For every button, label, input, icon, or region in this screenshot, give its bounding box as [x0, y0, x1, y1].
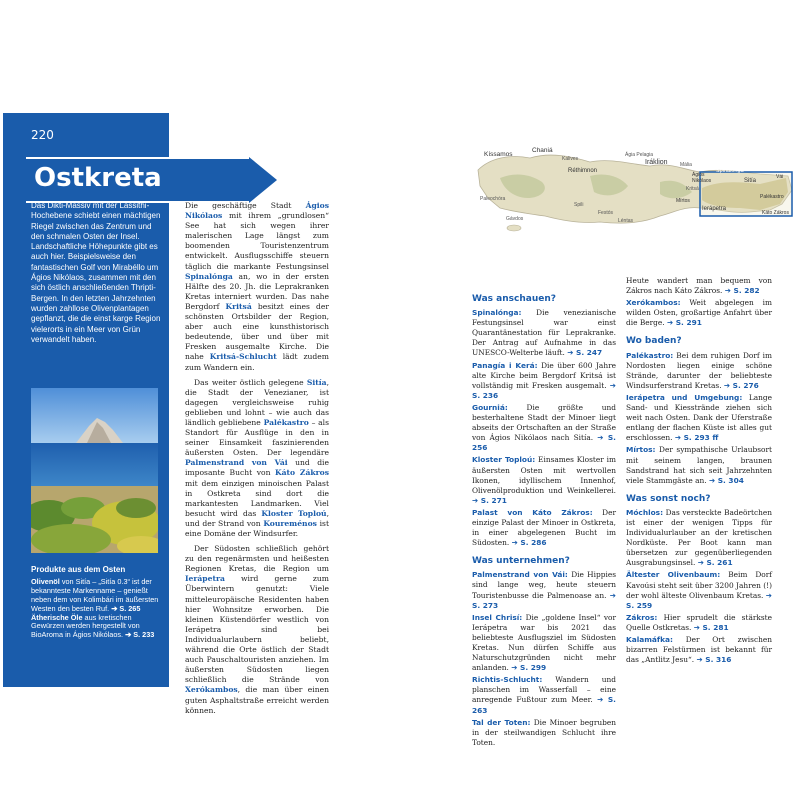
page-ref: ➔ S. 316 — [696, 655, 732, 665]
map-label: Spili — [574, 202, 584, 208]
item-text: Die Minoer begruben in der steilwandigen Schlucht ihre Toten. — [472, 717, 616, 747]
map-label: Vái — [776, 174, 784, 180]
page-ref: ➔ S. 261 — [697, 558, 733, 568]
list-item — [626, 570, 772, 610]
island-photo — [31, 388, 158, 553]
section-heading: Wo baden? — [626, 336, 682, 347]
item-key: Panagía i Kerá: — [472, 360, 538, 370]
item-text: Der sympathische Urlaubsort mit seinem langen, braunen Sandstrand hat sich seit Jahrzehnten viele Stammgäste an. — [626, 445, 772, 485]
item-text: Der Ort zwischen bizarren Felstürmen ist bekannt für das „Antlitz Jesu“. — [626, 635, 772, 665]
text: und die imposante Bucht von — [185, 458, 329, 478]
page-ref: ➔ S. 236 — [472, 380, 616, 400]
page-ref: ➔ S. 247 — [567, 348, 603, 358]
item-key: Xerókambos: — [626, 298, 681, 308]
map-label: Chaniá — [532, 147, 553, 154]
list-item — [626, 613, 772, 633]
list-item — [472, 508, 616, 548]
text: besitzt eines der schönsten Ortsbilder der Region, aber auch eine kunsthistorisch bedeutende, über und über mit Fresken ausgemalte Kirche. Die nahe — [185, 301, 330, 362]
item-key: Spinalónga: — [472, 308, 522, 318]
item-key: Richtis-Schlucht: — [472, 675, 543, 685]
page-ref: ➔ S. 299 — [511, 663, 547, 673]
section-heading: Was sonst noch? — [626, 493, 711, 504]
page-ref: ➔ S. 293 ff — [674, 433, 719, 443]
info-column-right — [626, 276, 772, 667]
page-ref: ➔ S. 256 — [472, 433, 616, 453]
text: mit dem einzigen minoischen Palast in Ostkreta sind dort die markantesten Landmarken. Viel besucht wird das — [185, 478, 329, 518]
paragraph — [185, 378, 329, 540]
map-label: Ágios — [692, 172, 705, 178]
place-highlight: Xerókambos — [185, 685, 238, 695]
section-heading: Was unternehmen? — [472, 556, 570, 567]
list-item — [626, 508, 772, 569]
page-ref: ➔ S. 233 — [125, 630, 155, 640]
place-highlight: Ágios Nikólaos — [185, 201, 329, 221]
place-highlight: Koureménos — [263, 518, 317, 528]
place-highlight: Sitía — [306, 377, 327, 387]
page-ref: ➔ S. 259 — [626, 590, 772, 610]
place-highlight: Kloster Toploú — [261, 508, 327, 518]
item-key: Insel Chrisí: — [472, 612, 523, 622]
item-key: Palast von Káto Zákros: — [472, 507, 593, 517]
list-item — [472, 675, 616, 715]
place-highlight: Ierápetra — [185, 574, 225, 584]
paragraph — [185, 544, 329, 716]
product-name: Olivenöl — [31, 576, 60, 586]
product-item — [31, 614, 161, 641]
item-text: Einsames Kloster im äußersten Osten mit wertvollen Ikonen, idyllischem Innenhof, Olivenölproduktion und Weinkellerei. — [472, 455, 616, 495]
list-item — [472, 718, 616, 748]
place-highlight: Kritsá-Schlucht — [209, 352, 277, 362]
page-ref: ➔ S. 286 — [511, 538, 547, 548]
item-text: Die „goldene Insel“ vor Ierápetra war bis 2021 das beliebteste Ausflugsziel im Südosten Kretas. Nun dürfen Schiffe aus Naturschutzgründen nicht mehr anlanden. — [472, 612, 616, 673]
item-text: Heute wandert man bequem von Zákros nach Káto Zákros. — [626, 276, 772, 296]
products-heading: Produkte aus dem Osten — [31, 565, 126, 574]
map-label: Mália — [680, 162, 692, 168]
text: – als Standort für Ausflüge in den in seiner Einsamkeit faszinierenden äußersten Osten. Der legendäre — [185, 417, 330, 458]
map-label: Káto Zákros — [762, 210, 789, 216]
map-label: Sitía — [744, 178, 757, 184]
item-key: Kalamáfka: — [626, 635, 673, 644]
product-text: von Sitía – „Sitía 0.3“ ist der bekannteste Markenname – genießt neben dem von Kolimbári im äußersten Westen den besten Ruf. — [31, 576, 159, 613]
item-text: Das versteckte Badeörtchen ist einer der wenigen Tipps für Individualurlauber an der kretischen Nordküste. Per Boot kann man übersetzen zur gegenüberliegenden Ausgrabungsinsel. — [626, 507, 772, 568]
map-label: Spinalónga — [716, 168, 744, 174]
page-ref: ➔ S. 282 — [724, 286, 760, 296]
text: Die geschäftige Stadt — [185, 201, 306, 210]
page-ref: ➔ S. 276 — [723, 380, 759, 390]
item-key: Ältester Olivenbaum: — [626, 570, 721, 580]
section-heading: Was anschauen? — [472, 294, 556, 304]
item-text: Die venezianische Festungsinsel war einst Quarantänestation für Leprakranke. Der Antrag auf Aufnahme in das UNESCO-Welterbe läuft. — [472, 308, 616, 358]
map-label: Kritsá — [686, 186, 699, 192]
text: mit ihrem „grundlosen“ See hat sich wegen ihrer malerischen Lage längst zum boomenden Touristenzentrum entwickelt. Ausflugsschiffe steuern täglich die markante Festungsinsel — [185, 211, 329, 271]
products-box — [31, 566, 161, 640]
page-ref: ➔ S. 263 — [472, 695, 616, 715]
list-item — [472, 361, 616, 401]
map-label: Ierápetra — [702, 206, 727, 212]
page-ref: ➔ S. 281 — [693, 622, 729, 632]
main-text-column — [185, 201, 329, 721]
text: Das weiter östlich gelegene — [194, 377, 307, 387]
item-text: Weit abgelegen im wilden Osten, großartige Anfahrt über die Berge. — [626, 298, 772, 328]
map-label: Mírtos — [676, 198, 690, 204]
item-key: Kloster Toploú: — [472, 455, 536, 465]
text: , und der Strand von — [185, 508, 329, 528]
item-key: Mírtos: — [626, 445, 656, 455]
map-label: Kíssamos — [484, 151, 513, 158]
page-number: 220 — [31, 128, 54, 142]
item-key: Móchlos: — [626, 507, 664, 517]
item-text: Die über 600 Jahre alte Kirche beim Bergdorf Kritsá ist vollständig mit Fresken ausgemalt. — [472, 360, 616, 390]
text: , die Stadt der Venezianer, ist dagegen vergleichsweise ruhig geblieben und lohnt – wie auch das ländlich gebliebene — [185, 377, 329, 427]
map-label: Kalives — [562, 156, 579, 162]
text: an, wo in der ersten Hälfte des 20. Jh. die Leprakranken Kretas interniert wurden. Das nahe Bergdorf — [185, 271, 329, 311]
page-ref: ➔ S. 265 — [111, 603, 141, 613]
title-banner-arrow — [249, 157, 277, 203]
item-text: Die größte und besterhaltene Stadt der Minoer liegt abseits der Ortschaften an der Straße von Ágios Nikólaos nach Sitía. — [472, 402, 616, 443]
list-item — [472, 403, 616, 453]
map-label: Gávdos — [506, 216, 524, 222]
map-label: Palékastro — [760, 194, 784, 200]
page-ref: ➔ S. 273 — [472, 590, 616, 610]
map-label: Réthimnon — [568, 168, 598, 174]
list-item — [472, 455, 616, 505]
text: Der Südosten schließlich gehört zu den regenärmsten und heißesten Regionen Kretas, die Region um — [185, 544, 329, 574]
list-item — [472, 570, 616, 610]
item-text: Die Hippies sind lange weg, heute steuern Touristenbusse die Palmenoase an. — [472, 570, 616, 600]
text: ist eine Domäne der Windsurfer. — [185, 518, 329, 538]
item-text: Bei dem ruhigen Dorf im Nordosten liegen einige schöne Strände, darunter der beliebteste Windsurferstrand Kretas. — [626, 350, 772, 390]
map-label: Nikólaos — [692, 178, 712, 184]
page-ref: ➔ S. 271 — [472, 495, 507, 505]
map-label: Festós — [598, 210, 614, 216]
map-label: Iráklion — [645, 159, 668, 166]
item-key: Zákros: — [626, 612, 658, 622]
product-item — [31, 578, 161, 614]
place-highlight: Palmenstrand von Vái — [185, 458, 288, 468]
list-item — [472, 613, 616, 674]
item-key: Ierápetra und Umgebung: — [626, 392, 743, 402]
page-ref: ➔ S. 291 — [666, 318, 702, 328]
list-item — [626, 635, 772, 665]
item-key: Palmenstrand von Vái: — [472, 570, 568, 580]
item-text: Wandern und planschen im Wasserfall – eine anregende Fußtour zum Meer. — [472, 675, 616, 705]
item-text: Der einzige Palast der Minoer in Ostkreta, in einer abgelegenen Bucht im Südosten. — [472, 507, 616, 548]
text: , die man über einen guten Asphaltstraße erreicht werden können. — [185, 685, 329, 715]
info-column-left — [472, 286, 616, 750]
list-item — [626, 298, 772, 328]
text: wird gerne zum Überwintern genutzt: Viele mitteleuropäische Residenten haben hier Wohnsitze erworben. Die kleinen Küstendörfer westlich von Ierápetra sind bei Individualurlaubern beliebt, während die Orte östlich der Stadt auch Pauschaltouristen anziehen. Im äußersten Südosten liegen schließlich die Strände von — [185, 574, 329, 685]
place-highlight: Palékastro — [263, 417, 309, 427]
paragraph — [185, 201, 329, 373]
list-item — [626, 276, 772, 296]
place-highlight: Spinalónga — [185, 271, 233, 281]
list-item — [626, 445, 772, 485]
map-label: Paleochóra — [480, 196, 506, 202]
item-key: Palékastro: — [626, 350, 674, 360]
list-item — [472, 308, 616, 358]
item-key: Tal der Toten: — [472, 717, 531, 727]
list-item — [626, 393, 772, 443]
product-name: Ätherische Öle — [31, 612, 83, 622]
text: lädt zudem zum Wandern ein. — [185, 352, 329, 372]
intro-text: Das Dikti-Massiv mit der Lassithi-Hochebene schiebt einen mächtigen Riegel zwischen das Zentrum und den schmalen Osten der Insel. Landschaftliche Höhepunkte gibt es auch hier. Beispielsweise den fantastischen Golf von Mirabéllo um Ágios Nikólaos, zusammen mit den sich östlich anschließenden Thripti-Bergen. In den letzten Jahrzehnten wurden zahllose Olivenplantagen gepflanzt, die die einst karge Region vielerorts in ein Meer von Grün verwandelt haben. — [31, 201, 161, 344]
place-highlight: Káto Zákros — [275, 468, 329, 478]
item-key: Gourniá: — [472, 402, 508, 412]
item-text: Beim Dorf Kavoúsi steht seit über 3200 Jahren (!) der wohl älteste Olivenbaum Kretas. — [626, 570, 772, 600]
product-text: aus kretischen Gewürzen werden hergestellt von BioAroma in Ágios Nikólaos. — [31, 612, 140, 640]
list-item — [626, 351, 772, 391]
page-ref: ➔ S. 304 — [708, 475, 744, 485]
item-text: Lange Sand- und Kiesstrände ziehen sich weit nach Osten. Dank der Uferstraße entlang der flachen Küste ist alles gut erschlossen. — [626, 392, 773, 443]
chapter-title: Ostkreta — [34, 163, 162, 193]
item-text: Hier sprudelt die stärkste Quelle Ostkretas. — [626, 612, 772, 632]
map-label: Léntas — [618, 218, 634, 224]
map-label: Ágia Pelagia — [625, 152, 654, 158]
place-highlight: Kritsá — [225, 301, 252, 311]
crete-map — [470, 128, 800, 238]
